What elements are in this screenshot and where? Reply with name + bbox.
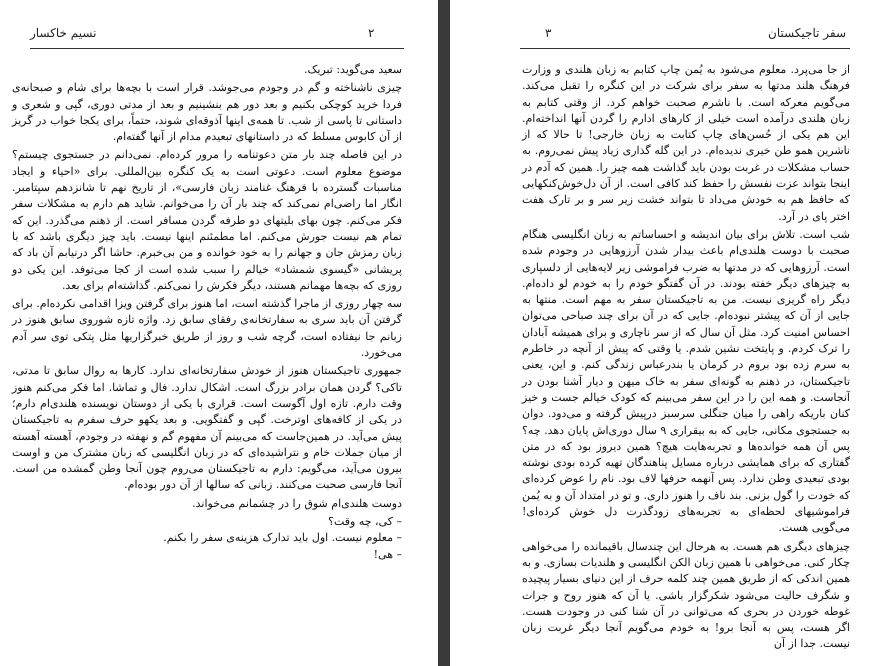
paragraph: از جا می‌پرد. معلوم می‌شود به یُمن چاپ کتابم به زبان هلندی و وزارت فرهنگ هلند مدتها به سفر برای شرکت در این کنگره را تقبل می‌کند. می‌گویم معرکه است. با ناشرم صحبت خواهم کرد. از وقتی کتابم به زبان هلندی درآمده است خیلی از کارهای ادارم را گردن آنها انداخته‌ام. این هم یکی از حُسن‌های چاپ کتابت به زبان خارجی! تا حالا که از ناشرین همو طن خیری ندیده‌ام. در این گله گذاری زیاد پیش نمی‌روم. به حساب مشکلات در غربت بودن باید گذاشت همه چیز را. همین که آدم در اینجا بتواند عزت نفسش را حفظ کند کافی است. از آن دل‌خوش‌کنکهایی که حافظ هم به خودش می‌داد تا بتواند خشت زیر سر و بر تارک هفت اختر پای در آرد. [522,63,850,223]
dialogue-line: – هی! [373,547,402,561]
paragraph: شب است. تلاش برای بیان اندیشه و احساساتم به زبان انگلیسی هنگام صحبت با دوست هلندی‌ام باعث بیدار شدن آرزوهایی در وجودم شده است. آرزوهایی که در مدتها به ضرب فراموشی زیر لایه‌هایی از دلسپاری به چیزهای دیگر خفته بودند. در آن گفتگو خودم را به خودم لو داده‌ام. دیگر راه گریزی نیست. من به تاجیکستان سفر به مهم است. منتها به جایی از آن که پیشتر نبوده‌ام. جایی که در آن برای چند صباحی می‌توان احساس امنیت کرد. مثل آن سال که از سر ناچاری و برای همیشه آبادان را ترک کردم. و پایتخت نشین شدم. یا وقتی که پیش از آنچه در خاطرم به سرم زده بود بروم در کرمان یا بندرعباس زندگی کنم. و این، یعنی تاجیکستان، در ذهنم به گونه‌ای سفر به خاک میهن و دیار آشنا بودن در آنجاست. و همه این را در این سفر می‌بینم که کودک خیالم جست و خیز کنان باریکه راهی را میان جنگلی سرسبز درپیش گرفته و می‌دود. دوان به جستجوی مکانی، جایی که به بیقراری ۹ سال دوری‌اش پایان دهد. چه؟ پس آن همه خوانده‌ها و تجربه‌هایت هیچ؟ همین دیروز بود که در متن گفتاری که برای همایشی درباره مسایل پناهندگان تهیه کرده بودی نوشته بودی تبعیدی وطن ندارد. پس آنهمه حرفها لاف بود. نام را عوض کرده‌ای که خودت را گول بزنی. بند ناف را هنوز داری. و تو در امتداد آن و به یُمن فراموشیهای لحظه‌ای به تجربه‌های زودگذرت دل خوش کرده‌ای! می‌گویی هست. [522,227,850,535]
paragraph: سعید می‌گوید: تبریک. [304,63,402,76]
paragraph: چیزی ناشناخته و گم در وجودم می‌جوشد. قرار است با بچه‌ها برای شام و صبحانه‌ی فردا خرید کوچکی بکنیم و بعد دور هم بنشینیم و بعد از مدتی دوری، گپی و شعری و داستانی تا پاسی از شب. تا همه‌ی اینها آذوقه‌ای شوند، حتماً، برای یکجا خواب در گریز از آن کابوس مسلط که در داستانهای تبعیدم مدام از آنها گفته‌ام. [12,81,402,144]
left-page-number: ۲ [368,26,375,40]
right-page [450,0,876,666]
book-gutter [438,0,450,666]
left-body-text [12,62,402,563]
right-body-text [522,62,850,655]
paragraph: دوست هلندی‌ام شوق را در چشمانم می‌خواند. [192,496,402,510]
right-header-title: سفر تاجیکستان [768,26,847,40]
dialogue-line: – معلوم نیست. اول باید تدارک هزینه‌ی سفر را بکنم. [163,531,402,545]
right-page-number: ۳ [545,26,552,40]
paragraph: چیزهای دیگری هم هست. به هرحال این چندسال باقیمانده را می‌خواهی چکار کنی. می‌خواهی با همین زبان الکن انگلیسی و هلندیات بسازی. و به همین اندکی که از طریق همین چند کلمه حرف از این دنیای بسیار پیچیده و شگرف حالیت می‌شود شکرگزار باشی. یا آن که هنوز روح و جرات غوطه خوردن در بحری که می‌توانی در آن شنا کنی در وجودت هست. اگر هست، پس به آنجا برو! به خودم می‌گویم آنجا دیگر غربت زبان نیست. جدا از آن [522,539,850,651]
paragraph: سه چهار روزی از ماجرا گذشته است، اما هنوز برای گرفتن ویزا اقدامی نکرده‌ام. برای گرفتن آن باید سری به سفارتخانه‌ی رفقای سابق زد. واژه تازه شوروی سابق هنوز در زبانم جا نیفتاده است، گرچه شب و روز از طریق خبرگزاریها مثل پتکی توی سر آدم می‌خورد. [12,297,402,360]
right-header-rule [520,48,850,49]
paragraph: در این فاصله چند بار متن دعوتنامه را مرور کرده‌ام. نمی‌دانم در جستجوی چیستم؟ موضوع معلوم است. دعوتی است به یک کنگره بین‌المللی. برای «احیاء و ایجاد مناسبات گسترده با فرهنگ غنامند زبان فارسی»، از تاریخ نهم تا شانزدهم سپتامبر. انگار اما راضی‌ام نمی‌کند که چند بار آن را می‌خوانم. شاید هم دارم به مشکلات سفر فکر می‌کنم. چون بهای بلیتهای دو طرفه گردن مسافر است. از ذهنم می‌گذرد. این که تمام هم نیست جورش می‌کنم. اما مطمئنم اینها نیست. باید چیز دیگری باشد که با زبان رمزش جان و جهانم را به خود خوانده و من بی‌خبرم. حاشا اگر درنیابم آن باد که پریشانی «گیسوی شمشاد» خیالم را سبب شده است از کجا می‌توفد. این یکی دو روزی که بچه‌ها مهمانم هستند، دیگر فکرش را نمی‌کنم. گذاشته‌ام برای بعد. [12,148,402,292]
left-header-rule [30,48,404,49]
dialogue-line: – کی، چه وقت؟ [328,515,402,529]
left-header-title: نسیم خاکسار [30,26,97,40]
paragraph: جمهوری تاجیکستان هنوز از خودش سفارتخانه‌ای ندارد. کارها به روال سابق تا مدتی، تاکی؟ گردن همان برادر بزرگ است. اشکال ندارد. فال و تماشا. اما فکر می‌کنم هنوز وقت دارم. تازه اول آگوست است. قراری با یکی از دوستان نویسنده هلندی‌ام دارم؛ در یکی از کافه‌های اوترخت. گپی و گفتگویی. و بعد یکهو حرف سفرم به تاجیکستان پیش می‌آید. در همین‌جاست که می‌بینم آن مفهوم گم و نهفته در وجودم، آهسته آهسته از میان جملات خام و نتراشیده‌ای که در زبان انگلیسی که زبان مشترک من و اوست بیرون می‌آید، می‌گویم: دارم به تاجیکستان می‌روم چون آنجا وطن گمشده من است. آنجا فارسی صحبت می‌کنند. زبانی که سالها از آن دور بوده‌ام. [12,364,402,492]
